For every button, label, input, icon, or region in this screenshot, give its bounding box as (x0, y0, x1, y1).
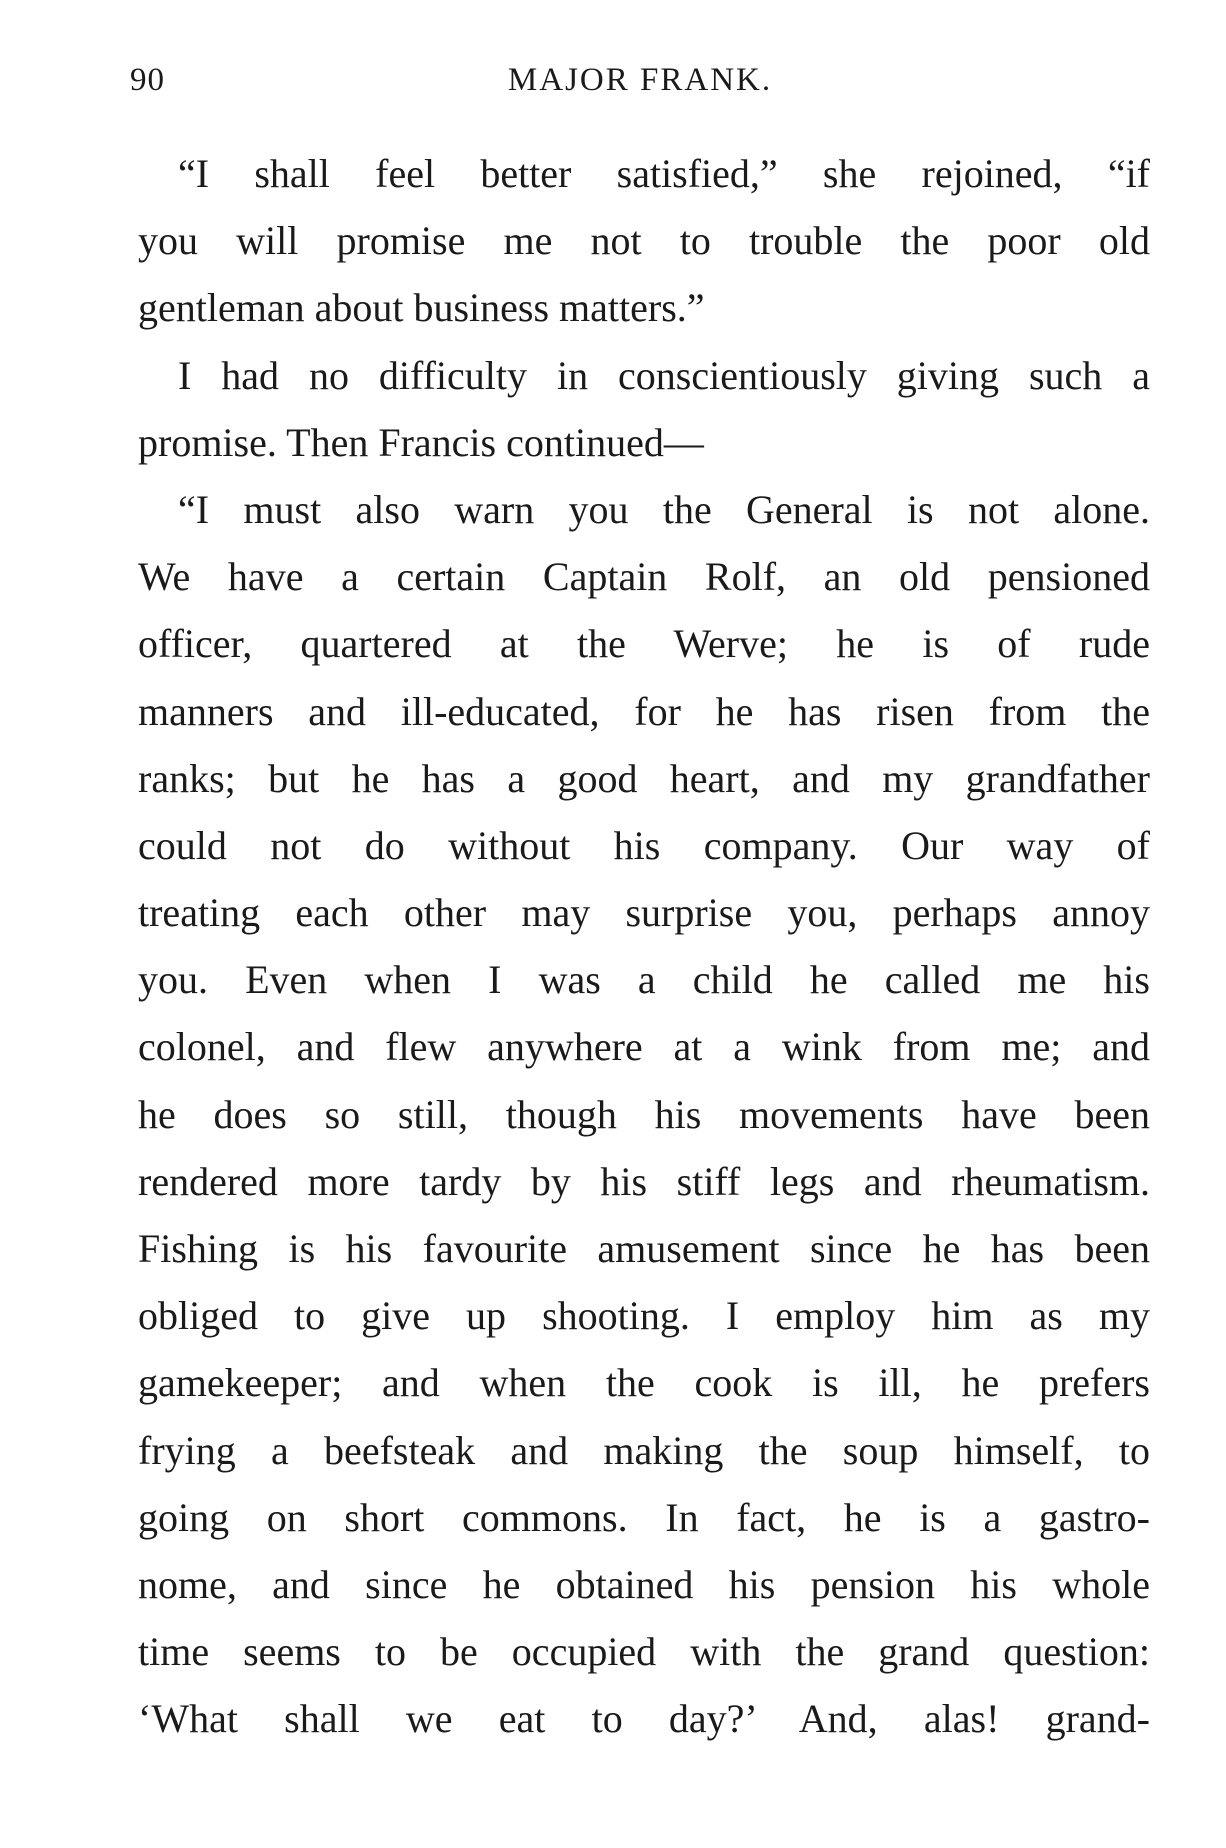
text-line: “I must also warn you the General is not alone. (178, 486, 1150, 532)
text-line: nome, and since he obtained his pension his whole (138, 1561, 1150, 1607)
text-line: promise. Then Francis continued— (138, 419, 704, 465)
text-line: rendered more tardy by his stiff legs and rheumatism. (138, 1158, 1150, 1204)
text-line: “I shall feel better satisfied,” she rejoined, “if (178, 151, 1150, 196)
text-line: obliged to give up shooting. I employ him as my (138, 1293, 1150, 1339)
page-number: 90 (130, 62, 165, 98)
text-line: time seems to be occupied with the grand question: (138, 1629, 1150, 1675)
page-header (130, 62, 1150, 112)
text-line: manners and ill-educated, for he has risen from the (138, 688, 1150, 734)
text-line: he does so still, though his movements have been (138, 1091, 1150, 1137)
text-line: treating each other may surprise you, perhaps annoy (138, 890, 1150, 936)
text-line: frying a beefsteak and making the soup himself, to (138, 1427, 1150, 1473)
text-line: ‘What shall we eat to day?’ And, alas! grand- (138, 1696, 1150, 1742)
text-line: going on short commons. In fact, he is a gastro- (138, 1494, 1150, 1540)
text-line: colonel, and flew anywhere at a wink from me; and (138, 1024, 1150, 1070)
text-line: Fishing is his favourite amusement since he has been (138, 1226, 1150, 1271)
text-line: you will promise me not to trouble the poor old (138, 218, 1150, 264)
text-line: We have a certain Captain Rolf, an old pensioned (138, 554, 1150, 600)
text-line: you. Even when I was a child he called me his (138, 957, 1150, 1003)
text-line: I had no difficulty in conscientiously giving such a (178, 352, 1150, 398)
text-line: officer, quartered at the Werve; he is of rude (138, 621, 1150, 667)
running-title: MAJOR FRANK. (507, 62, 773, 98)
text-line: ranks; but he has a good heart, and my grandfather (138, 755, 1150, 801)
text-line: gentleman about business matters.” (138, 285, 705, 331)
body-text (138, 140, 1150, 1753)
text-line: gamekeeper; and when the cook is ill, he prefers (138, 1360, 1150, 1406)
text-line: could not do without his company. Our way of (138, 822, 1150, 868)
